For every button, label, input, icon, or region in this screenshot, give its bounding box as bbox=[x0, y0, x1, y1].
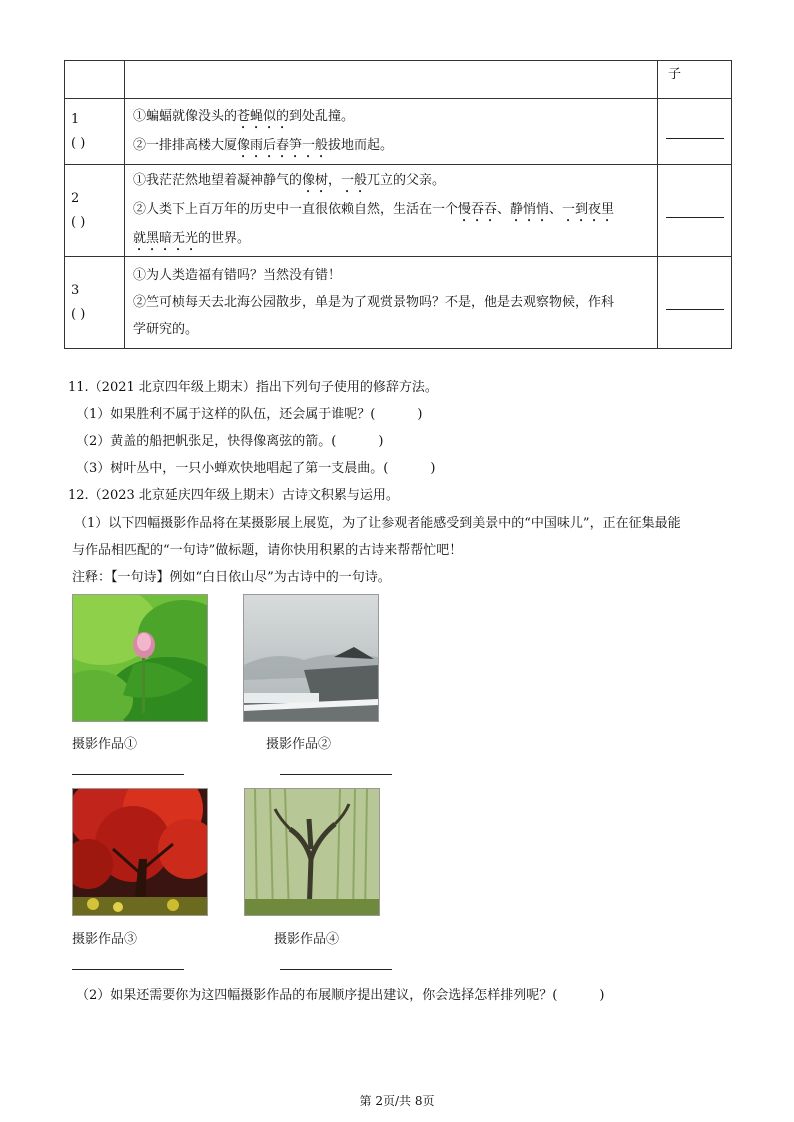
row-answer-paren[interactable]: ( ) bbox=[71, 214, 86, 230]
photo-red-maple bbox=[72, 788, 208, 916]
sentence-2: ②竺可桢每天去北海公园散步，单是为了观赏景物吗？不是，他是去观察物候，作科 学研究的。 bbox=[133, 295, 615, 337]
answer-blank[interactable] bbox=[280, 968, 392, 970]
answer-blank[interactable] bbox=[72, 968, 184, 970]
photo-caption-4: 摄影作品④ bbox=[274, 932, 340, 947]
photo-caption-2: 摄影作品② bbox=[266, 737, 332, 752]
answer-blank[interactable] bbox=[666, 124, 724, 139]
q11-item-3: （3）树叶丛中，一只小蝉欢快地唱起了第一支晨曲。( ) bbox=[76, 461, 436, 476]
photo-misty-boat bbox=[243, 594, 379, 722]
answer-blank[interactable] bbox=[666, 295, 724, 310]
photo-lotus bbox=[72, 594, 208, 722]
question-11-title: 11.（2021 北京四年级上期末）指出下列句子使用的修辞方法。 bbox=[68, 380, 438, 395]
table-row bbox=[65, 99, 732, 165]
photo-caption-1: 摄影作品① bbox=[72, 737, 138, 752]
table-header-row bbox=[65, 61, 732, 99]
row-answer-paren[interactable]: ( ) bbox=[71, 306, 86, 322]
q11-item-1: （1）如果胜利不属于这样的队伍，还会属于谁呢？( ) bbox=[76, 407, 423, 422]
row-answer-paren[interactable]: ( ) bbox=[71, 135, 86, 151]
q12-note: 注释：【一句诗】例如“白日依山尽”为古诗中的一句诗。 bbox=[72, 570, 391, 585]
photo-caption-3: 摄影作品③ bbox=[72, 932, 138, 947]
photo-willow-tree bbox=[244, 788, 380, 916]
question-12-title: 12.（2023 北京延庆四年级上期末）古诗文积累与运用。 bbox=[68, 488, 399, 503]
answer-blank[interactable] bbox=[280, 773, 392, 775]
table-row bbox=[65, 165, 732, 257]
q12-part1-line2: 与作品相匹配的“一句诗”做标题，请你快用积累的古诗来帮帮忙吧！ bbox=[72, 543, 463, 558]
answer-blank[interactable] bbox=[72, 773, 184, 775]
header-right-cell: 子 bbox=[658, 61, 732, 99]
page-footer: 第 2页/共 8页 bbox=[359, 1094, 435, 1108]
q12-part2: （2）如果还需要你为这四幅摄影作品的布展顺序提出建议，你会选择怎样排列呢？( ) bbox=[76, 988, 605, 1003]
answer-blank[interactable] bbox=[666, 203, 724, 218]
row-number: 3 bbox=[71, 282, 80, 298]
sentence-1: ①为人类造福有错吗？当然没有错！ bbox=[133, 268, 342, 283]
row-number: 1 bbox=[71, 111, 80, 127]
table-row bbox=[65, 257, 732, 349]
sentence-2: ②一排排高楼大厦像雨后春笋一般拔地而起。 bbox=[133, 137, 394, 153]
rhetoric-table bbox=[64, 60, 732, 349]
sentence-1: ①我茫茫然地望着凝神静气的像树，一般兀立的父亲。 bbox=[133, 173, 446, 188]
sentence-2: ②人类下上百万年的历史中一直很依赖自然，生活在一个慢吞吞、静悄悄、一到夜里 就黑暗无光的世界。 bbox=[133, 202, 615, 246]
q12-part1-line1: （1）以下四幅摄影作品将在某摄影展上展览，为了让参观者能感受到美景中的“中国味儿”，正在征集最能 bbox=[74, 516, 681, 531]
sentence-1: ①蝙蝠就像没头的苍蝇似的到处乱撞。 bbox=[133, 108, 355, 124]
q11-item-2: （2）黄盖的船把帆张足，快得像离弦的箭。( ) bbox=[76, 434, 384, 449]
row-number: 2 bbox=[71, 190, 80, 206]
